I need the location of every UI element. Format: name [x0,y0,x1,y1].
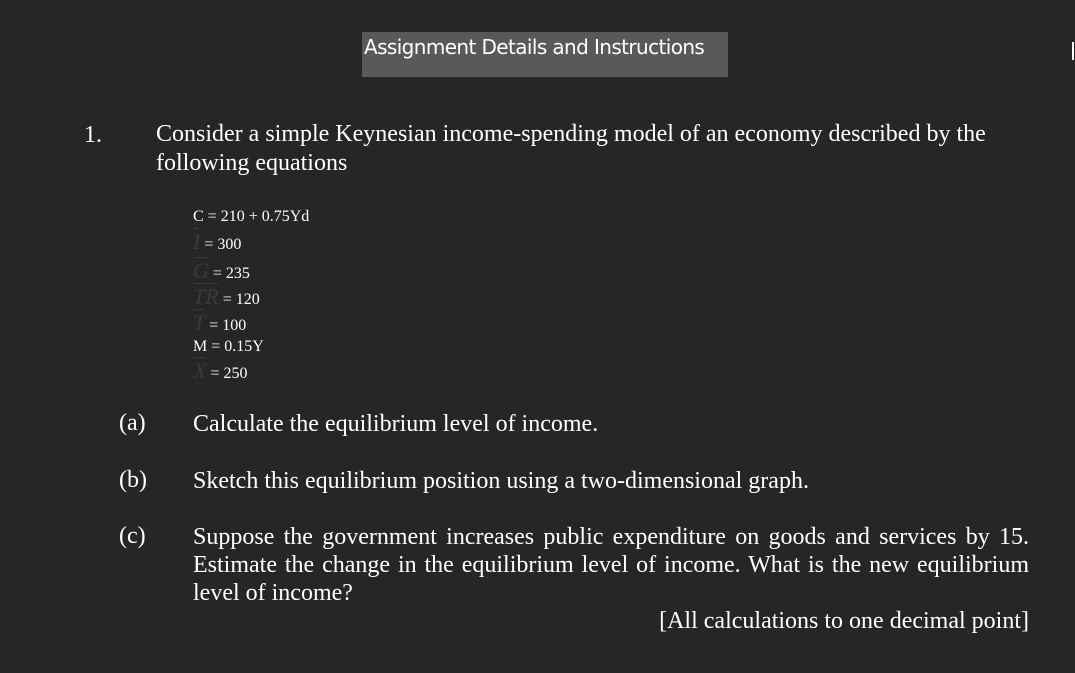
part-a-label: (a) [119,410,146,436]
transfers-value: = 120 [222,291,260,308]
part-b-label: (b) [119,467,147,493]
part-c-label: (c) [119,523,146,549]
equation-taxes [193,310,247,335]
part-c-text: Suppose the government increases public expenditure on goods and services by 15. Estimate the change in the equilibrium level of income. What is the new equilibrium level of income? [193,524,1029,606]
equation-government [193,258,250,283]
equation-investment [193,229,242,254]
calculation-note: [All calculations to one decimal point] [659,608,1029,634]
question-intro-line-1: Consider a simple Keynesian income-spending model of an economy described by the [156,121,986,147]
equation-consumption [193,208,309,226]
government-symbol: G [193,258,209,283]
equation-transfers [193,284,260,309]
question-intro-line-2: following equations [156,150,348,176]
part-b-text: Sketch this equilibrium position using a two-dimensional graph. [193,468,809,494]
exports-value: = 250 [210,365,248,382]
transfers-symbol: TR [193,284,219,309]
question-intro [156,120,986,178]
part-a-text: Calculate the equilibrium level of income. [193,411,599,437]
consumption-equation-text: C = 210 + 0.75Yd [193,208,310,225]
equation-imports [193,338,264,356]
taxes-value: = 100 [209,317,247,334]
equation-exports [193,358,248,383]
imports-equation-text: M = 0.15Y [193,338,264,355]
investment-value: = 300 [204,236,242,253]
question-number: 1. [84,122,102,148]
government-value: = 235 [212,265,250,282]
exports-symbol: X [193,358,207,383]
assignment-title-banner [362,32,728,77]
assignment-title: Assignment Details and Instructions [364,35,705,59]
page-edge-marker [1072,42,1074,60]
investment-symbol: I [193,229,201,254]
taxes-symbol: T [193,310,206,335]
